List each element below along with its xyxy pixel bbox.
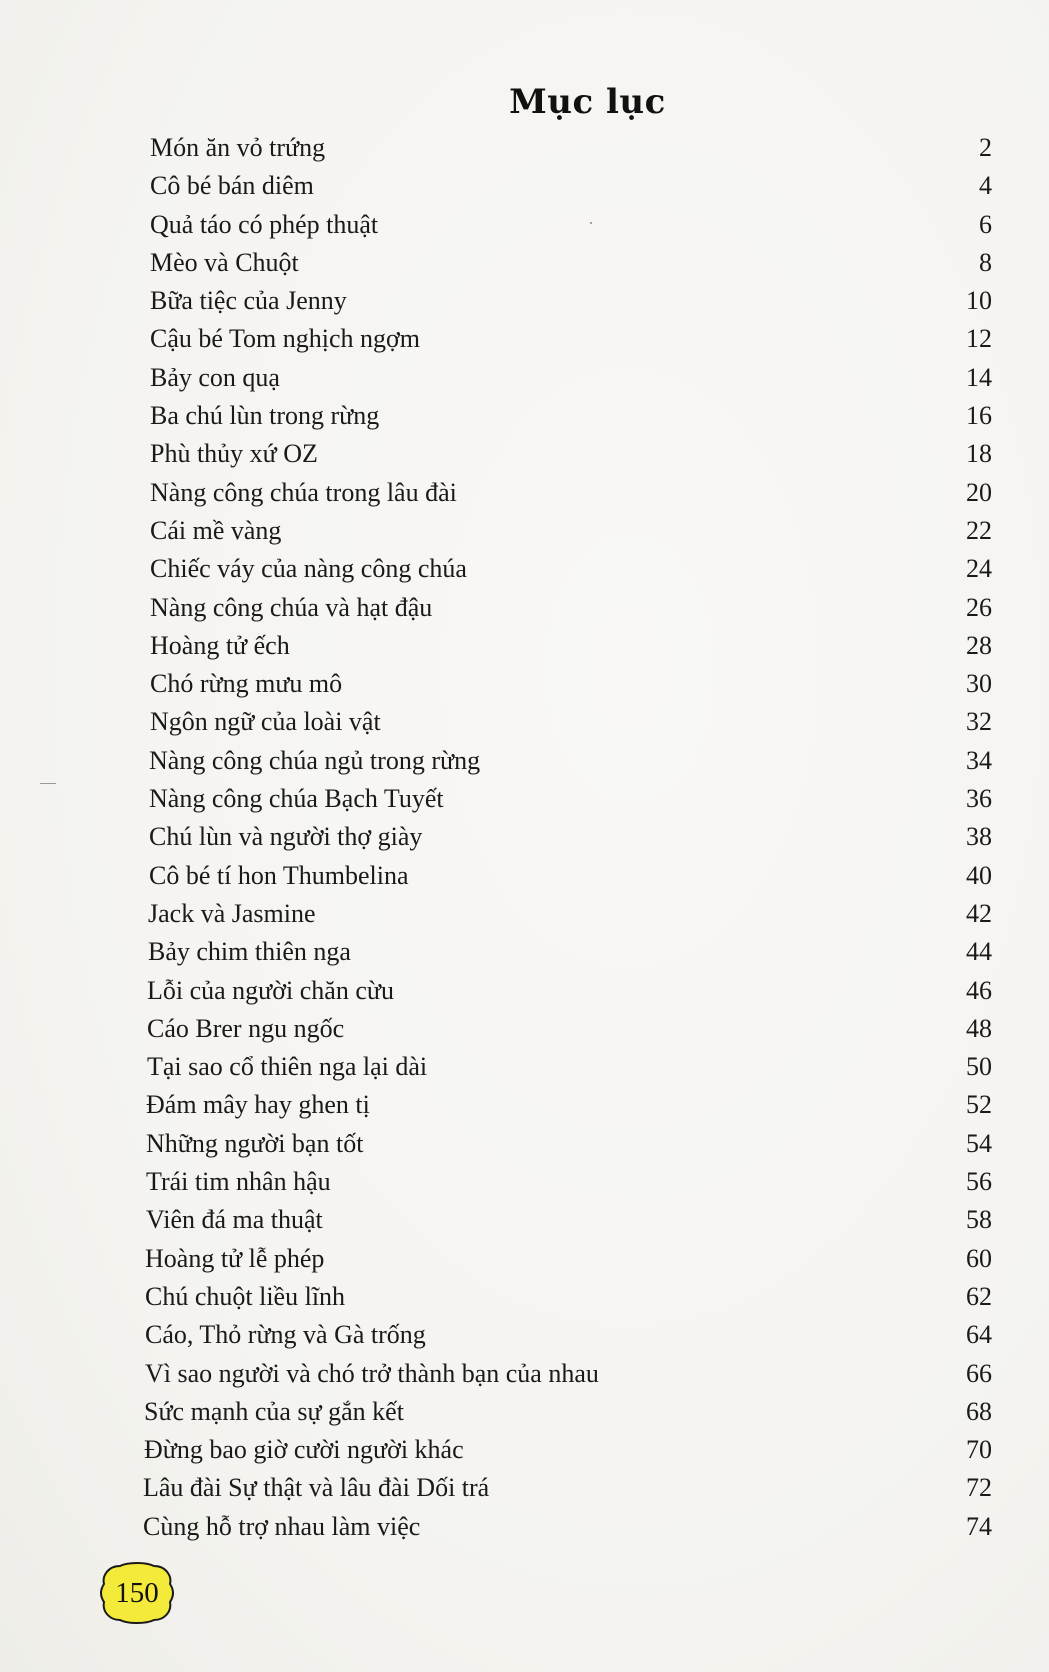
toc-entry-page: 36 — [966, 784, 992, 814]
toc-entry-page: 56 — [966, 1167, 992, 1197]
toc-entry-page: 22 — [966, 515, 992, 545]
toc-entry — [0, 859, 1049, 897]
toc-entry-page: 32 — [966, 707, 992, 737]
toc-entry-page: 72 — [966, 1473, 992, 1503]
toc-entry-page: 30 — [966, 669, 992, 699]
toc-entry-title: Hoàng tử lễ phép — [145, 1243, 325, 1273]
toc-entry-title: Phù thủy xứ OZ — [150, 439, 318, 469]
toc-entry-title: Chú chuột liều lĩnh — [145, 1281, 346, 1311]
toc-entry-title: Lâu đài Sự thật và lâu đài Dối trá — [143, 1473, 490, 1503]
toc-entry — [0, 591, 1049, 629]
toc-title: Mục lục — [509, 82, 666, 122]
toc-entry — [0, 1242, 1049, 1280]
toc-entry-page: 4 — [979, 171, 992, 201]
toc-entry-page: 70 — [966, 1435, 992, 1465]
toc-entry-title: Nàng công chúa Bạch Tuyết — [149, 784, 444, 814]
toc-entry — [0, 131, 1049, 169]
toc-entry-title: Tại sao cổ thiên nga lại dài — [147, 1052, 428, 1082]
toc-entry — [0, 1318, 1049, 1356]
toc-entry-title: Quả táo có phép thuật — [150, 209, 379, 239]
toc-entry-page: 50 — [966, 1052, 992, 1082]
page-number-badge — [100, 1562, 174, 1624]
toc-entry-title: Cáo, Thỏ rừng và Gà trống — [145, 1320, 426, 1350]
toc-entry — [0, 1280, 1049, 1318]
toc-entry-page: 40 — [966, 860, 992, 890]
toc-entry-page: 74 — [966, 1511, 992, 1541]
toc-entry-page: 18 — [966, 439, 992, 469]
toc-entry — [0, 629, 1049, 667]
toc-entry-title: Ngôn ngữ của loài vật — [150, 707, 381, 737]
toc-entry-title: Chú lùn và người thợ giày — [149, 822, 423, 852]
toc-entry — [0, 1395, 1049, 1433]
toc-entry-page: 14 — [966, 362, 992, 392]
toc-list — [0, 131, 1049, 1548]
toc-entry — [0, 399, 1049, 437]
toc-entry — [0, 935, 1049, 973]
toc-entry — [0, 1471, 1049, 1509]
toc-entry-title: Lỗi của người chăn cừu — [147, 975, 394, 1005]
toc-entry — [0, 514, 1049, 552]
toc-entry-page: 60 — [966, 1243, 992, 1273]
toc-entry-page: 38 — [966, 822, 992, 852]
toc-entry — [0, 552, 1049, 590]
toc-entry-page: 28 — [966, 630, 992, 660]
toc-entry-page: 10 — [966, 286, 992, 316]
toc-entry-page: 54 — [966, 1128, 992, 1158]
toc-entry-title: Sức mạnh của sự gắn kết — [144, 1396, 404, 1426]
toc-entry-page: 24 — [966, 554, 992, 584]
toc-entry-page: 64 — [966, 1320, 992, 1350]
toc-entry — [0, 1012, 1049, 1050]
toc-entry-page: 68 — [966, 1396, 992, 1426]
toc-entry — [0, 361, 1049, 399]
toc-entry-page: 2 — [979, 133, 992, 162]
toc-entry — [0, 1127, 1049, 1165]
toc-entry — [0, 1357, 1049, 1395]
toc-entry — [0, 322, 1049, 360]
toc-entry-page: 12 — [966, 324, 992, 354]
toc-entry — [0, 782, 1049, 820]
page-number: 150 — [115, 1577, 159, 1609]
toc-entry-title: Đám mây hay ghen tị — [146, 1090, 370, 1120]
toc-entry — [0, 897, 1049, 935]
toc-entry-page: 48 — [966, 1013, 992, 1043]
toc-entry-title: Nàng công chúa và hạt đậu — [150, 592, 433, 622]
toc-entry-title: Jack và Jasmine — [148, 898, 316, 928]
toc-entry-title: Cô bé bán diêm — [150, 171, 314, 201]
toc-entry — [0, 1050, 1049, 1088]
toc-entry-page: 6 — [979, 209, 992, 239]
toc-entry-title: Cùng hỗ trợ nhau làm việc — [143, 1511, 421, 1541]
toc-entry-page: 46 — [966, 975, 992, 1005]
toc-entry-title: Cáo Brer ngu ngốc — [147, 1013, 345, 1043]
toc-entry-page: 66 — [966, 1358, 992, 1388]
toc-entry-page: 26 — [966, 592, 992, 622]
toc-entry-title: Món ăn vỏ trứng — [150, 133, 326, 162]
toc-entry-title: Mèo và Chuột — [150, 247, 299, 277]
toc-entry-page: 8 — [979, 247, 992, 277]
toc-entry — [0, 667, 1049, 705]
toc-entry-page: 58 — [966, 1205, 992, 1235]
toc-entry-title: Nàng công chúa ngủ trong rừng — [149, 745, 481, 775]
toc-entry — [0, 437, 1049, 475]
toc-entry — [0, 820, 1049, 858]
toc-entry-title: Bữa tiệc của Jenny — [150, 286, 347, 316]
toc-entry-title: Chiếc váy của nàng công chúa — [150, 554, 467, 584]
toc-entry-title: Cô bé tí hon Thumbelina — [149, 860, 409, 890]
paper-speck — [590, 222, 592, 224]
toc-entry-title: Cậu bé Tom nghịch ngợm — [150, 324, 420, 354]
toc-entry-title: Những người bạn tốt — [146, 1128, 364, 1158]
toc-entry-page: 16 — [966, 401, 992, 431]
toc-entry-title: Trái tim nhân hậu — [146, 1167, 331, 1197]
toc-entry — [0, 1088, 1049, 1126]
toc-entry-page: 20 — [966, 477, 992, 507]
toc-entry — [0, 974, 1049, 1012]
toc-entry-title: Bảy chim thiên nga — [148, 937, 351, 967]
toc-entry — [0, 169, 1049, 207]
toc-entry — [0, 705, 1049, 743]
toc-entry-title: Cái mề vàng — [150, 515, 282, 545]
toc-entry-page: 34 — [966, 745, 992, 775]
toc-entry — [0, 284, 1049, 322]
toc-entry-title: Viên đá ma thuật — [146, 1205, 323, 1235]
toc-entry — [0, 744, 1049, 782]
toc-entry-title: Vì sao người và chó trở thành bạn của nhau — [145, 1358, 599, 1388]
toc-entry-title: Đừng bao giờ cười người khác — [144, 1435, 464, 1465]
toc-entry — [0, 1433, 1049, 1471]
toc-entry-title: Bảy con quạ — [150, 362, 280, 392]
toc-entry — [0, 246, 1049, 284]
toc-entry — [0, 1203, 1049, 1241]
toc-entry-page: 62 — [966, 1281, 992, 1311]
toc-entry — [0, 1165, 1049, 1203]
toc-entry-page: 42 — [966, 898, 992, 928]
toc-entry-title: Hoàng tử ếch — [150, 630, 290, 660]
toc-entry — [0, 208, 1049, 246]
toc-entry-title: Ba chú lùn trong rừng — [150, 401, 380, 431]
toc-entry-page: 52 — [966, 1090, 992, 1120]
toc-entry — [0, 476, 1049, 514]
toc-entry-title: Nàng công chúa trong lâu đài — [150, 477, 457, 507]
toc-entry-title: Chó rừng mưu mô — [150, 669, 343, 699]
toc-entry — [0, 1510, 1049, 1548]
margin-tick-mark — [40, 783, 56, 784]
toc-entry-page: 44 — [966, 937, 992, 967]
